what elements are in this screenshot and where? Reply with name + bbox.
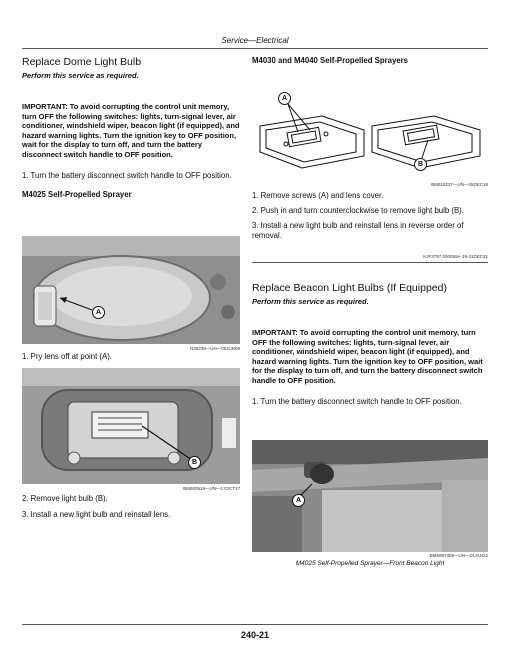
step-pry-lens: 1. Pry lens off at point (A). [22,352,112,361]
running-header: Service—Electrical [221,36,289,45]
lens-cover-diagram [252,86,488,178]
sprayer-heading: M4030 and M4040 Self-Propelled Sprayers [252,56,409,65]
important-notice: IMPORTANT: To avoid corrupting the control unit memory, turn OFF the following switches: lights, turn-signal lever, air conditioner, windshield wiper, beacon light (if equipped), and hazard warning lights. Turn the ignition key to OFF position, wait for the display to turn off, and turn the battery disconnect switch handle to OFF position. [252,328,483,385]
callout-b: B [414,158,427,171]
steps-list [252,191,488,241]
step-install-bulb: 3. Install a new light bulb and reinstall lens in reverse order of removal. [252,221,464,240]
step-battery: 1. Turn the battery disconnect switch handle to OFF position. [22,171,232,180]
step-battery: 1. Turn the battery disconnect switch handle to OFF position. [252,397,462,406]
callout-a: A [92,306,105,319]
bulb-illustration [22,368,240,484]
footer-rule [22,624,488,625]
step-install-bulb: 3. Install a new light bulb and reinstall lens. [22,510,171,519]
important-notice: IMPORTANT: To avoid corrupting the control unit memory, turn OFF the following switches: lights, turn-signal lever, air conditioner, windshield wiper, beacon light (if equipped), and hazard warning lights. Turn the ignition key to OFF position, wait for the display to turn off, and turn the battery disconnect switch handle to OFF position. [22,102,240,159]
sprayer-heading: M4025 Self-Propelled Sprayer [22,190,132,199]
beacon-light-photo [252,440,488,552]
dome-light-photo [22,236,240,344]
dome-bulb-photo [22,368,240,484]
header-rule [22,48,488,49]
step-remove-bulb: 2. Push in and turn counterclockwise to remove light bulb (B). [252,206,464,215]
page-number: 240-21 [240,630,270,640]
reference-code: KJF3797,000059A-19-31DEC21 [423,254,488,259]
step-remove-bulb: 2. Remove light bulb (B). [22,494,108,503]
figure-caption: BM618237—UN—05DEC18 [431,182,488,187]
left-column [22,56,240,199]
figure-title: M4025 Self-Propelled Sprayer—Front Beacon Light [295,560,445,567]
section-rule [252,262,488,263]
figure-caption: BM600519—UN—17OCT17 [183,486,240,491]
beacon-section [252,282,488,407]
beacon-illustration [252,440,488,552]
section-title: Replace Beacon Light Bulbs (If Equipped) [252,282,447,294]
callout-a: A [278,92,291,105]
dome-light-illustration [22,236,240,344]
callout-b: B [188,456,201,469]
figure-caption: BM5997359—UN—24JAN22 [429,553,488,558]
section-title: Replace Dome Light Bulb [22,56,142,68]
step-remove-screws: 1. Remove screws (A) and lens cover. [252,191,384,200]
figure-caption: N35239—UN—05JUN09 [189,346,240,351]
callout-a: A [292,494,305,507]
section-subtitle: Perform this service as required. [22,71,139,80]
section-subtitle: Perform this service as required. [252,297,369,306]
